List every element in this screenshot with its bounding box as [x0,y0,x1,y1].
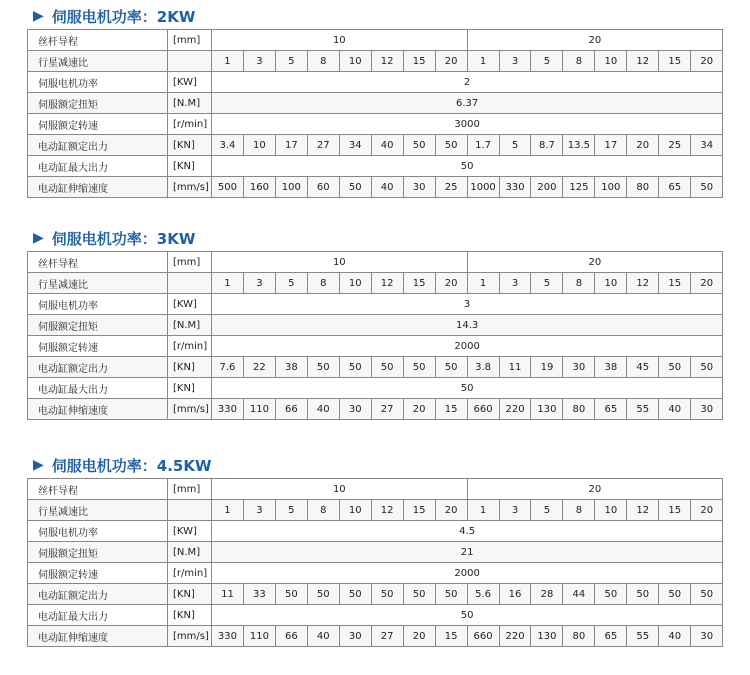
section-title-text: 伺服电机功率：4.5KW [51,456,212,475]
table-cell: 5 [275,51,307,72]
spec-table [27,478,723,647]
spec-section-2kw [27,3,722,198]
table-row [28,156,723,177]
spec-section-3kw [27,225,722,420]
table-cell: 7.6 [212,357,244,378]
row-unit: [r/min] [168,336,212,357]
row-unit: [mm] [168,479,212,500]
table-row [28,479,723,500]
table-cell: 500 [212,177,244,198]
row-label: 伺服额定转速 [28,563,168,584]
table-cell: 1 [212,500,244,521]
table-cell: 15 [435,399,467,420]
spec-table [27,29,723,198]
table-cell: 40 [371,177,403,198]
table-cell: 38 [275,357,307,378]
row-unit: [mm/s] [168,399,212,420]
triangle-right-icon: ▶ [33,457,44,473]
row-label: 电动缸额定出力 [28,357,168,378]
table-cell: 660 [467,626,499,647]
table-cell: 50 [371,357,403,378]
table-cell: 80 [563,399,595,420]
row-label: 丝杆导程 [28,252,168,273]
table-cell: 8 [563,51,595,72]
row-label: 伺服额定转速 [28,336,168,357]
row-unit: [KN] [168,357,212,378]
table-cell: 30 [691,399,723,420]
table-cell: 65 [595,399,627,420]
row-label: 电动缸额定出力 [28,584,168,605]
table-cell: 15 [659,273,691,294]
row-unit: [N.M] [168,542,212,563]
table-cell: 50 [339,177,371,198]
table-cell: 12 [627,500,659,521]
row-unit [168,273,212,294]
table-cell: 8 [563,500,595,521]
table-row [28,177,723,198]
row-unit: [mm] [168,30,212,51]
table-cell: 50 [403,135,435,156]
row-label: 伺服电机功率 [28,521,168,542]
lead-group-cell: 10 [212,252,468,273]
table-cell: 17 [595,135,627,156]
table-cell: 3 [243,273,275,294]
table-row [28,563,723,584]
table-cell: 3 [243,500,275,521]
table-cell: 3 [499,273,531,294]
table-cell: 20 [435,500,467,521]
table-cell: 3.8 [467,357,499,378]
lead-group-cell: 20 [467,30,723,51]
table-cell: 44 [563,584,595,605]
table-cell: 10 [339,51,371,72]
lead-group-cell: 20 [467,479,723,500]
table-cell: 80 [563,626,595,647]
row-unit: [KW] [168,294,212,315]
table-cell: 50 [339,357,371,378]
table-cell: 55 [627,626,659,647]
row-label: 伺服额定扭矩 [28,542,168,563]
row-label: 行星减速比 [28,500,168,521]
lead-group-cell: 10 [212,30,468,51]
spanned-value-cell: 50 [212,156,723,177]
table-cell: 19 [531,357,563,378]
triangle-right-icon: ▶ [33,230,44,246]
row-unit: [KW] [168,521,212,542]
spanned-value-cell: 3 [212,294,723,315]
section-title-text: 伺服电机功率：3KW [51,229,196,248]
table-cell: 1 [212,51,244,72]
table-row [28,357,723,378]
table-row [28,252,723,273]
spanned-value-cell: 50 [212,378,723,399]
table-cell: 8.7 [531,135,563,156]
table-cell: 55 [627,399,659,420]
table-cell: 17 [275,135,307,156]
table-row [28,315,723,336]
table-cell: 12 [627,51,659,72]
table-cell: 38 [595,357,627,378]
row-unit: [N.M] [168,315,212,336]
table-cell: 125 [563,177,595,198]
section-title [27,225,722,251]
table-cell: 50 [595,584,627,605]
table-cell: 5 [275,273,307,294]
section-title [27,3,722,29]
table-row [28,72,723,93]
row-unit: [N.M] [168,93,212,114]
table-cell: 80 [627,177,659,198]
table-row [28,273,723,294]
table-cell: 50 [403,584,435,605]
row-unit: [KN] [168,605,212,626]
row-unit: [KN] [168,135,212,156]
table-cell: 20 [435,51,467,72]
table-cell: 330 [499,177,531,198]
table-cell: 50 [371,584,403,605]
table-row [28,114,723,135]
table-row [28,500,723,521]
table-cell: 1 [212,273,244,294]
table-cell: 1 [467,273,499,294]
row-label: 丝杆导程 [28,479,168,500]
table-row [28,93,723,114]
table-cell: 30 [339,626,371,647]
table-cell: 30 [563,357,595,378]
table-cell: 34 [691,135,723,156]
row-label: 行星减速比 [28,51,168,72]
table-cell: 1.7 [467,135,499,156]
table-cell: 50 [627,584,659,605]
table-cell: 40 [659,626,691,647]
table-cell: 3 [243,51,275,72]
table-cell: 8 [307,51,339,72]
table-cell: 15 [403,51,435,72]
table-cell: 60 [307,177,339,198]
table-cell: 25 [659,135,691,156]
table-cell: 12 [627,273,659,294]
table-cell: 20 [403,626,435,647]
table-cell: 1 [467,51,499,72]
spanned-value-cell: 2000 [212,336,723,357]
table-cell: 130 [531,399,563,420]
row-unit: [KN] [168,156,212,177]
spanned-value-cell: 21 [212,542,723,563]
spanned-value-cell: 2 [212,72,723,93]
table-cell: 20 [691,500,723,521]
table-cell: 5 [531,273,563,294]
spanned-value-cell: 50 [212,605,723,626]
table-cell: 20 [403,399,435,420]
row-label: 伺服额定转速 [28,114,168,135]
table-cell: 8 [307,500,339,521]
table-cell: 10 [243,135,275,156]
table-cell: 330 [212,626,244,647]
section-title-text: 伺服电机功率：2KW [51,7,196,26]
table-row [28,336,723,357]
table-cell: 40 [371,135,403,156]
table-cell: 110 [243,626,275,647]
table-cell: 66 [275,399,307,420]
table-cell: 15 [403,273,435,294]
table-cell: 22 [243,357,275,378]
table-cell: 20 [691,273,723,294]
table-cell: 660 [467,399,499,420]
table-row [28,30,723,51]
table-cell: 50 [275,584,307,605]
table-cell: 16 [499,584,531,605]
table-cell: 3 [499,51,531,72]
table-cell: 50 [659,357,691,378]
row-label: 伺服额定扭矩 [28,315,168,336]
table-cell: 11 [499,357,531,378]
table-cell: 15 [659,51,691,72]
table-cell: 3.4 [212,135,244,156]
table-cell: 15 [435,626,467,647]
table-cell: 50 [307,584,339,605]
table-cell: 50 [339,584,371,605]
table-cell: 5 [499,135,531,156]
table-cell: 65 [659,177,691,198]
table-row [28,135,723,156]
table-cell: 27 [371,399,403,420]
table-cell: 100 [275,177,307,198]
table-cell: 50 [691,357,723,378]
row-unit [168,500,212,521]
table-cell: 30 [339,399,371,420]
row-label: 伺服额定扭矩 [28,93,168,114]
table-cell: 50 [403,357,435,378]
table-cell: 34 [339,135,371,156]
table-cell: 27 [371,626,403,647]
row-label: 电动缸最大出力 [28,156,168,177]
row-label: 伺服电机功率 [28,72,168,93]
row-unit: [KN] [168,584,212,605]
table-cell: 12 [371,51,403,72]
table-cell: 330 [212,399,244,420]
row-label: 电动缸伸缩速度 [28,626,168,647]
table-cell: 10 [595,51,627,72]
row-unit: [KW] [168,72,212,93]
table-cell: 40 [307,626,339,647]
spanned-value-cell: 4.5 [212,521,723,542]
table-cell: 40 [659,399,691,420]
table-cell: 45 [627,357,659,378]
row-unit [168,51,212,72]
table-cell: 160 [243,177,275,198]
spanned-value-cell: 6.37 [212,93,723,114]
row-label: 电动缸伸缩速度 [28,177,168,198]
spec-section-4-5kw [27,452,722,647]
table-cell: 20 [691,51,723,72]
table-row [28,542,723,563]
table-cell: 20 [627,135,659,156]
table-row [28,378,723,399]
table-cell: 50 [691,584,723,605]
table-cell: 40 [307,399,339,420]
table-cell: 20 [435,273,467,294]
row-label: 电动缸额定出力 [28,135,168,156]
table-cell: 100 [595,177,627,198]
row-label: 电动缸伸缩速度 [28,399,168,420]
table-row [28,584,723,605]
table-cell: 50 [435,357,467,378]
table-cell: 65 [595,626,627,647]
row-unit: [r/min] [168,563,212,584]
lead-group-cell: 20 [467,252,723,273]
table-cell: 200 [531,177,563,198]
table-cell: 50 [435,584,467,605]
row-label: 电动缸最大出力 [28,378,168,399]
table-cell: 30 [403,177,435,198]
spanned-value-cell: 2000 [212,563,723,584]
table-cell: 1 [467,500,499,521]
table-cell: 27 [307,135,339,156]
row-unit: [KN] [168,378,212,399]
table-cell: 50 [435,135,467,156]
table-cell: 130 [531,626,563,647]
table-cell: 28 [531,584,563,605]
row-label: 行星减速比 [28,273,168,294]
table-cell: 5 [531,500,563,521]
table-cell: 30 [691,626,723,647]
table-row [28,51,723,72]
table-cell: 10 [339,273,371,294]
table-cell: 33 [243,584,275,605]
table-cell: 25 [435,177,467,198]
table-cell: 13.5 [563,135,595,156]
table-cell: 15 [659,500,691,521]
table-cell: 10 [595,273,627,294]
table-cell: 8 [307,273,339,294]
table-cell: 5.6 [467,584,499,605]
table-cell: 1000 [467,177,499,198]
row-label: 电动缸最大出力 [28,605,168,626]
table-cell: 66 [275,626,307,647]
table-row [28,294,723,315]
table-cell: 50 [659,584,691,605]
table-cell: 220 [499,399,531,420]
spanned-value-cell: 3000 [212,114,723,135]
triangle-right-icon: ▶ [33,8,44,24]
table-cell: 12 [371,500,403,521]
table-cell: 5 [531,51,563,72]
table-cell: 110 [243,399,275,420]
row-label: 丝杆导程 [28,30,168,51]
table-cell: 50 [307,357,339,378]
table-cell: 11 [212,584,244,605]
spec-table [27,251,723,420]
section-title [27,452,722,478]
table-cell: 15 [403,500,435,521]
row-unit: [r/min] [168,114,212,135]
table-cell: 5 [275,500,307,521]
table-cell: 10 [595,500,627,521]
table-cell: 50 [691,177,723,198]
table-row [28,521,723,542]
table-row [28,626,723,647]
table-row [28,605,723,626]
table-cell: 10 [339,500,371,521]
table-cell: 3 [499,500,531,521]
row-unit: [mm/s] [168,626,212,647]
table-cell: 12 [371,273,403,294]
table-cell: 8 [563,273,595,294]
row-unit: [mm/s] [168,177,212,198]
row-unit: [mm] [168,252,212,273]
lead-group-cell: 10 [212,479,468,500]
spanned-value-cell: 14.3 [212,315,723,336]
table-cell: 220 [499,626,531,647]
row-label: 伺服电机功率 [28,294,168,315]
table-row [28,399,723,420]
